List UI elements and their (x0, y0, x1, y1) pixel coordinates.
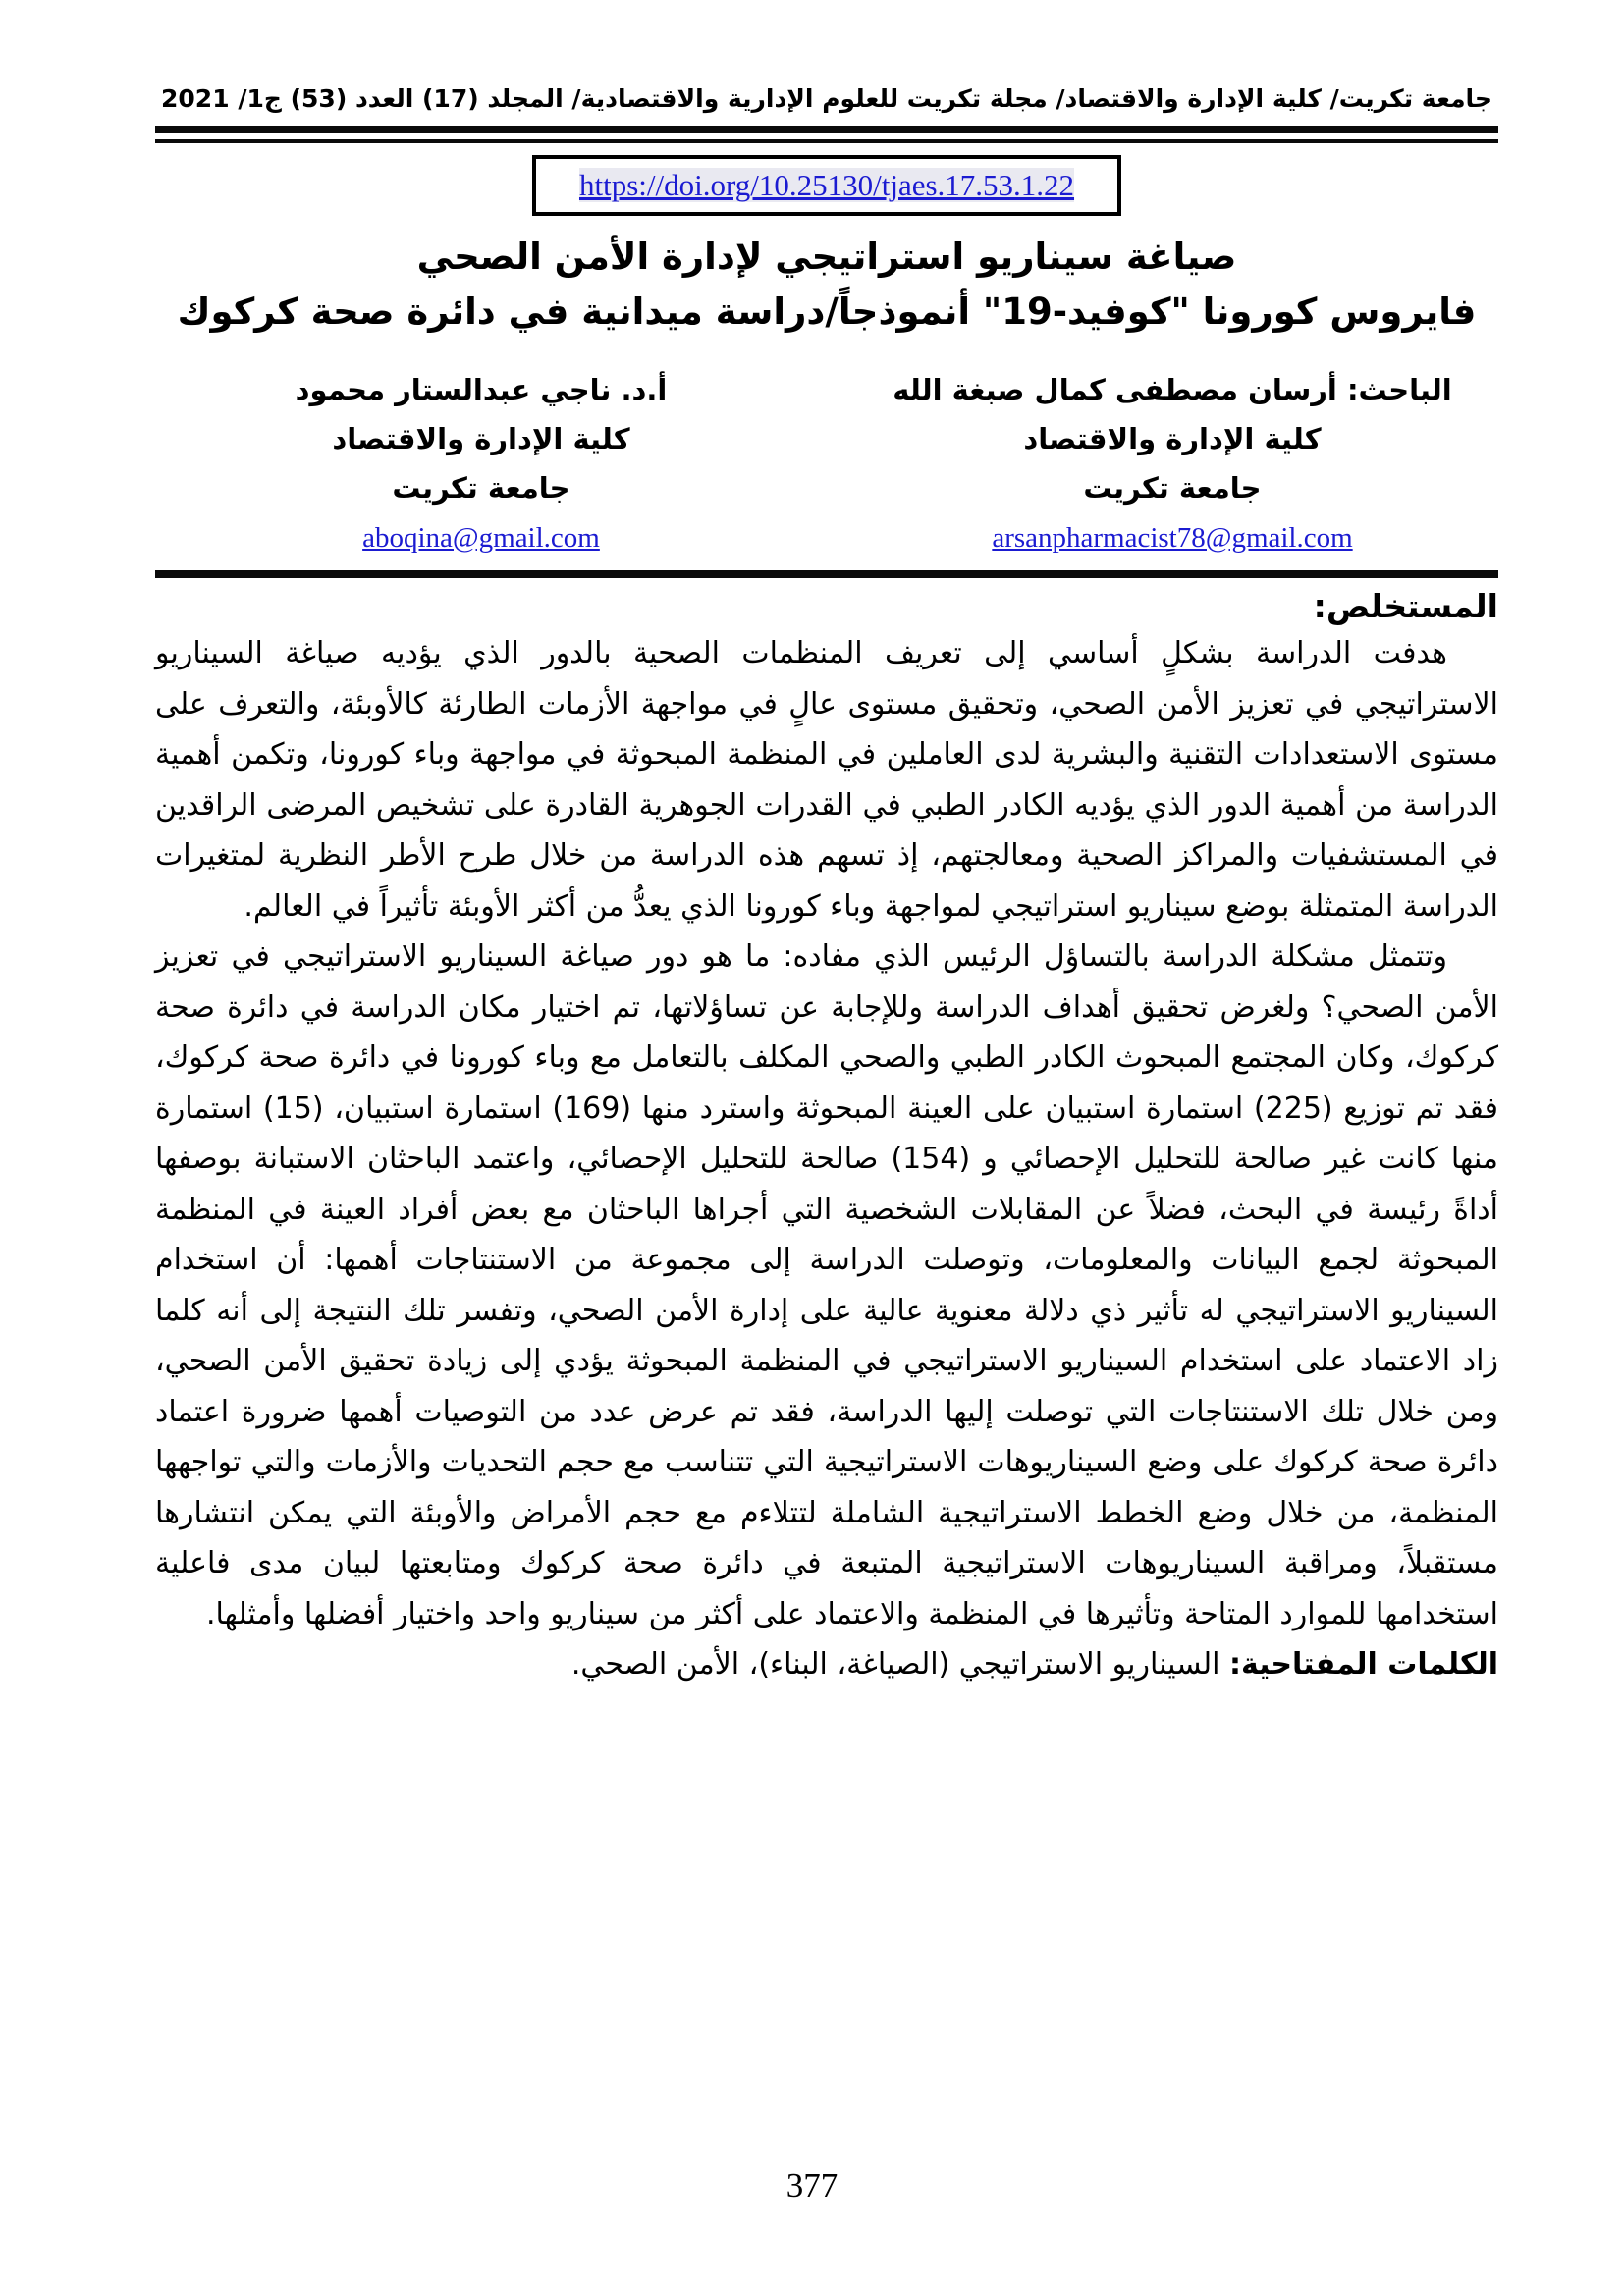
author-second-university: جامعة تكريت (392, 471, 570, 505)
author-second-block (155, 365, 807, 562)
author-first-email-link[interactable]: arsanpharmacist78@gmail.com (992, 522, 1353, 554)
paper-title-line1: صياغة سيناريو استراتيجي لإدارة الأمن الصحي (416, 236, 1237, 278)
abstract-paragraph-1: هدفت الدراسة بشكلٍ أساسي إلى تعريف المنظمات الصحية بالدور الذي يؤديه صياغة السيناريو الاستراتيجي في تعزيز الأمن الصحي، وتحقيق مستوى عالٍ في مواجهة الأزمات الطارئة كالأوبئة، والتعرف على مستوى الاستعدادات التقنية والبشرية لدى العاملين في المنظمة المبحوثة في مواجهة وباء كورونا، وتكمن أهمية الدراسة من أهمية الدور الذي يؤديه الكادر الطبي في القدرات الجوهرية القادرة على تشخيص المرضى الراقدين في المستشفيات والمراكز الصحية ومعالجتهم، إذ تسهم هذه الدراسة من خلال طرح الأطر النظرية لمتغيرات الدراسة المتمثلة بوضع سيناريو استراتيجي لمواجهة وباء كورونا الذي يعدُّ من أكثر الأوبئة تأثيراً في العالم. (155, 636, 1498, 924)
authors-grid (155, 365, 1498, 562)
author-first-block (846, 365, 1498, 562)
author-first-university: جامعة تكريت (1083, 471, 1262, 505)
author-first-college: كلية الإدارة والاقتصاد (1023, 422, 1322, 455)
journal-header-line: جامعة تكريت/ كلية الإدارة والاقتصاد/ مجلة تكريت للعلوم الإدارية والاقتصادية/ المجلد (17) العدد (53) ج1/ 2021 (161, 84, 1492, 113)
abstract-separator-rule (155, 570, 1498, 578)
author-second-email-link[interactable]: aboqina@gmail.com (362, 522, 600, 554)
author-second-college: كلية الإدارة والاقتصاد (332, 422, 630, 455)
paper-title-line2: فايروس كورونا "كوفيد-19" أنموذجاً/دراسة ميدانية في دائرة صحة كركوك (177, 291, 1477, 333)
doi-row (155, 155, 1498, 216)
author-first-name: الباحث: أرسان مصطفى كمال صبغة الله (893, 373, 1452, 406)
header-double-rule (155, 126, 1498, 143)
doi-link[interactable]: https://doi.org/10.25130/tjaes.17.53.1.22 (578, 168, 1075, 202)
abstract-heading: المستخلص: (1313, 587, 1498, 625)
doi-box (532, 155, 1121, 216)
keywords-label: الكلمات المفتاحية: (1228, 1647, 1498, 1682)
keywords-line (155, 1639, 1498, 1690)
author-second-email-row (155, 512, 807, 562)
page-number: 377 (785, 2166, 839, 2205)
paper-title (155, 230, 1498, 340)
author-second-name: أ.د. ناجي عبدالستار محمود (295, 373, 668, 406)
keywords-text: السيناريو الاستراتيجي (الصياغة، البناء)، الأمن الصحي. (570, 1647, 1229, 1682)
author-first-email-row (846, 512, 1498, 562)
abstract-paragraph-2: وتتمثل مشكلة الدراسة بالتساؤل الرئيس الذي مفاده: ما هو دور صياغة السيناريو الاستراتيجي في تعزيز الأمن الصحي؟ ولغرض تحقيق أهداف الدراسة وللإجابة عن تساؤلاتها، تم اختيار مكان الدراسة في دائرة صحة كركوك، وكان المجتمع المبحوث الكادر الطبي والصحي المكلف بالتعامل مع وباء كورونا في دائرة صحة كركوك، فقد تم توزيع (225) استمارة استبيان على العينة المبحوثة واسترد منها (169) استمارة استبيان، (15) استمارة منها كانت غير صالحة للتحليل الإحصائي و (154) صالحة للتحليل الإحصائي، واعتمد الباحثان الاستبانة بوصفها أداةً رئيسة في البحث، فضلاً عن المقابلات الشخصية التي أجراها الباحثان مع بعض أفراد العينة في المنظمة المبحوثة لجمع البيانات والمعلومات، وتوصلت الدراسة إلى مجموعة من الاستنتاجات أهمها: أن استخدام السيناريو الاستراتيجي له تأثير ذي دلالة معنوية عالية على إدارة الأمن الصحي، وتفسر تلك النتيجة إلى أنه كلما زاد الاعتماد على استخدام السيناريو الاستراتيجي في المنظمة المبحوثة يؤدي إلى زيادة تحقيق الأمن الصحي، ومن خلال تلك الاستنتاجات التي توصلت إليها الدراسة، فقد تم عرض عدد من التوصيات أهمها ضرورة اعتماد دائرة صحة كركوك على وضع السيناريوهات الاستراتيجية التي تتناسب مع حجم التحديات والأزمات والتي تواجهها المنظمة، من خلال وضع الخطط الاستراتيجية الشاملة لتتلاءم مع حجم الأمراض والأوبئة التي يمكن انتشارها مستقبلاً، ومراقبة السيناريوهات الاستراتيجية المتبعة في دائرة صحة كركوك ومتابعتها لبيان مدى فاعلية استخدامها للموارد المتاحة وتأثيرها في المنظمة والاعتماد على أكثر من سيناريو واحد واختيار أفضلها وأمثلها. (155, 939, 1498, 1631)
